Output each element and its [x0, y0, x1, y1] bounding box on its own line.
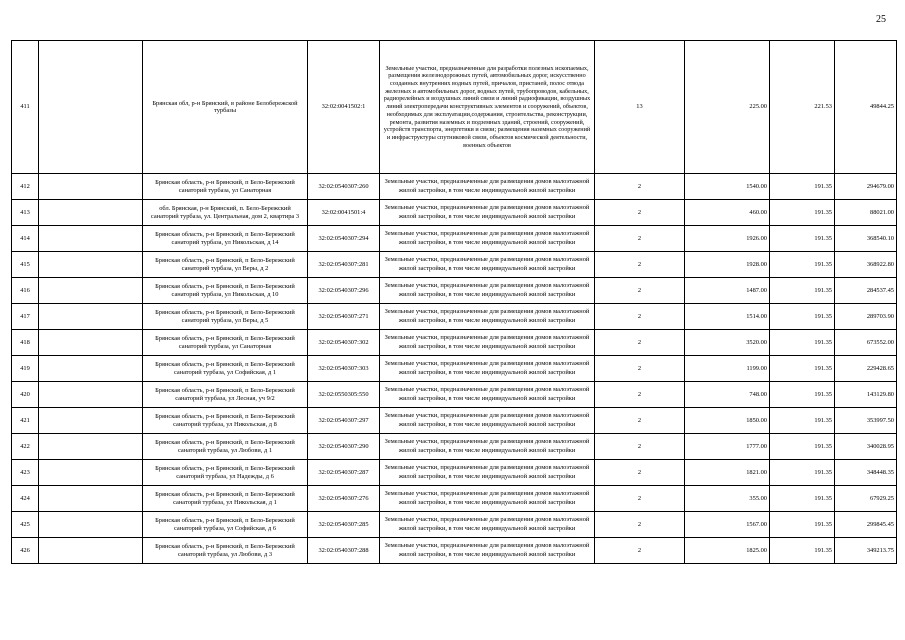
- value-cell: 340028.95: [835, 434, 897, 460]
- rate-cell: 191.35: [770, 486, 835, 512]
- spacer-cell: [39, 538, 143, 564]
- value-cell: 368540.10: [835, 226, 897, 252]
- cadastral-number-cell: 32:02:0550305:550: [308, 382, 380, 408]
- cadastral-number-cell: 32:02:0540307:290: [308, 434, 380, 460]
- address-cell: Брянская область, р-н Брянский, п Бело-Бережский санаторий турбаза, ул Санаторная: [143, 174, 308, 200]
- table-row: [12, 356, 897, 382]
- cadastral-number-cell: 32:02:0540307:271: [308, 304, 380, 330]
- row-number-cell: 411: [12, 41, 39, 174]
- permitted-use-cell: Земельные участки, предназначенные для размещения домов малоэтажной жилой застройки, в том числе индивидуальной жилой застройки: [380, 382, 595, 408]
- row-number-cell: 412: [12, 174, 39, 200]
- permitted-use-cell: Земельные участки, предназначенные для размещения домов малоэтажной жилой застройки, в том числе индивидуальной жилой застройки: [380, 356, 595, 382]
- permitted-use-cell: Земельные участки, предназначенные для разработки полезных ископаемых, размещения железнодорожных путей, автомобильных дорог, искусственно созданных внутренних водных путей, причалов, пристаней, полос отвода железных и автомобильных дорог, водных путей, трубопроводов, кабельных, радиорелейных и воздушных линий связи и линий радиофикации, воздушных линий электропередачи конструктивных элементов и сооружений, объектов, необходимых для эксплуатации,содержания, строительства, реконструкции, ремонта, развития наземных и подземных зданий, строений, сооружений, устройств транспорта, энергетики и связи; размещения наземных сооружений и инфраструктуры спутниковой связи, объектов космической деятельности, военных объектов: [380, 41, 595, 174]
- rate-cell: 191.35: [770, 174, 835, 200]
- rate-cell: 191.35: [770, 226, 835, 252]
- area-cell: 355.00: [685, 486, 770, 512]
- address-cell: Брянская область, р-н Брянский, п Бело-Бережский санаторий турбаза, ул Санаторная: [143, 330, 308, 356]
- cadastral-number-cell: 32:02:0540307:260: [308, 174, 380, 200]
- table-row: [12, 304, 897, 330]
- cadastral-number-cell: 32:02:0540307:288: [308, 538, 380, 564]
- rate-cell: 191.35: [770, 460, 835, 486]
- area-cell: 1821.00: [685, 460, 770, 486]
- spacer-cell: [39, 512, 143, 538]
- address-cell: Брянская область, р-н Брянский, п Бело-Бережский санаторий турбаза, ул Любови, д 1: [143, 434, 308, 460]
- area-cell: 3520.00: [685, 330, 770, 356]
- row-number-cell: 418: [12, 330, 39, 356]
- table-row: [12, 330, 897, 356]
- spacer-cell: [39, 304, 143, 330]
- rate-cell: 221.53: [770, 41, 835, 174]
- address-cell: обл. Брянская, р-н Брянский, п. Бело-Бережский санаторий турбаза, ул. Центральная, дом 2, квартира 3: [143, 200, 308, 226]
- land-register-table: [11, 40, 897, 564]
- permitted-use-cell: Земельные участки, предназначенные для размещения домов малоэтажной жилой застройки, в том числе индивидуальной жилой застройки: [380, 174, 595, 200]
- address-cell: Брянская область, р-н Брянский, п Бело-Бережский санаторий турбаза, ул Никольская, д 14: [143, 226, 308, 252]
- row-number-cell: 417: [12, 304, 39, 330]
- value-cell: 368922.80: [835, 252, 897, 278]
- row-number-cell: 424: [12, 486, 39, 512]
- address-cell: Брянская область, р-н Брянский, п Бело-Бережский санаторий турбаза, ул Софийская, д 6: [143, 512, 308, 538]
- spacer-cell: [39, 408, 143, 434]
- spacer-cell: [39, 278, 143, 304]
- category-cell: 2: [595, 200, 685, 226]
- permitted-use-cell: Земельные участки, предназначенные для размещения домов малоэтажной жилой застройки, в том числе индивидуальной жилой застройки: [380, 434, 595, 460]
- permitted-use-cell: Земельные участки, предназначенные для размещения домов малоэтажной жилой застройки, в том числе индивидуальной жилой застройки: [380, 460, 595, 486]
- value-cell: 349213.75: [835, 538, 897, 564]
- value-cell: 294679.00: [835, 174, 897, 200]
- value-cell: 67929.25: [835, 486, 897, 512]
- address-cell: Брянская область, р-н Брянский, п Бело-Бережский санаторий турбаза, ул Веры, д 5: [143, 304, 308, 330]
- category-cell: 13: [595, 41, 685, 174]
- area-cell: 748.00: [685, 382, 770, 408]
- spacer-cell: [39, 41, 143, 174]
- page-number: 25: [876, 14, 886, 25]
- spacer-cell: [39, 382, 143, 408]
- table-row: [12, 538, 897, 564]
- address-cell: Брянская область, р-н Брянский, п Бело-Бережский санаторий турбаза, ул Любови, д 3: [143, 538, 308, 564]
- spacer-cell: [39, 174, 143, 200]
- table-row: [12, 278, 897, 304]
- area-cell: 1567.00: [685, 512, 770, 538]
- cadastral-number-cell: 32:02:0041501:4: [308, 200, 380, 226]
- permitted-use-cell: Земельные участки, предназначенные для размещения домов малоэтажной жилой застройки, в том числе индивидуальной жилой застройки: [380, 538, 595, 564]
- table-row: [12, 174, 897, 200]
- row-number-cell: 419: [12, 356, 39, 382]
- area-cell: 1777.00: [685, 434, 770, 460]
- value-cell: 49844.25: [835, 41, 897, 174]
- category-cell: 2: [595, 460, 685, 486]
- permitted-use-cell: Земельные участки, предназначенные для размещения домов малоэтажной жилой застройки, в том числе индивидуальной жилой застройки: [380, 486, 595, 512]
- category-cell: 2: [595, 512, 685, 538]
- permitted-use-cell: Земельные участки, предназначенные для размещения домов малоэтажной жилой застройки, в том числе индивидуальной жилой застройки: [380, 330, 595, 356]
- area-cell: 1850.00: [685, 408, 770, 434]
- cadastral-number-cell: 32:02:0540307:287: [308, 460, 380, 486]
- area-cell: 1540.00: [685, 174, 770, 200]
- cadastral-number-cell: 32:02:0540307:303: [308, 356, 380, 382]
- value-cell: 229428.65: [835, 356, 897, 382]
- permitted-use-cell: Земельные участки, предназначенные для размещения домов малоэтажной жилой застройки, в том числе индивидуальной жилой застройки: [380, 252, 595, 278]
- table-row: [12, 434, 897, 460]
- permitted-use-cell: Земельные участки, предназначенные для размещения домов малоэтажной жилой застройки, в том числе индивидуальной жилой застройки: [380, 408, 595, 434]
- spacer-cell: [39, 486, 143, 512]
- table-row: [12, 486, 897, 512]
- permitted-use-cell: Земельные участки, предназначенные для размещения домов малоэтажной жилой застройки, в том числе индивидуальной жилой застройки: [380, 278, 595, 304]
- rate-cell: 191.35: [770, 330, 835, 356]
- spacer-cell: [39, 434, 143, 460]
- address-cell: Брянская область, р-н Брянский, п Бело-Бережский санаторий турбаза, ул Никольская, д 1: [143, 486, 308, 512]
- cadastral-number-cell: 32:02:0540307:281: [308, 252, 380, 278]
- category-cell: 2: [595, 174, 685, 200]
- spacer-cell: [39, 252, 143, 278]
- address-cell: Брянская область, р-н Брянский, п Бело-Бережский санаторий турбаза, ул Софийская, д 1: [143, 356, 308, 382]
- permitted-use-cell: Земельные участки, предназначенные для размещения домов малоэтажной жилой застройки, в том числе индивидуальной жилой застройки: [380, 200, 595, 226]
- table-row: [12, 408, 897, 434]
- row-number-cell: 426: [12, 538, 39, 564]
- value-cell: 284537.45: [835, 278, 897, 304]
- row-number-cell: 415: [12, 252, 39, 278]
- row-number-cell: 423: [12, 460, 39, 486]
- area-cell: 1199.00: [685, 356, 770, 382]
- category-cell: 2: [595, 330, 685, 356]
- cadastral-number-cell: 32:02:0540307:276: [308, 486, 380, 512]
- row-number-cell: 421: [12, 408, 39, 434]
- table-row: [12, 252, 897, 278]
- rate-cell: 191.35: [770, 304, 835, 330]
- area-cell: 1926.00: [685, 226, 770, 252]
- category-cell: 2: [595, 252, 685, 278]
- value-cell: 143129.80: [835, 382, 897, 408]
- area-cell: 225.00: [685, 41, 770, 174]
- category-cell: 2: [595, 278, 685, 304]
- register-body: [12, 41, 897, 564]
- value-cell: 348448.35: [835, 460, 897, 486]
- rate-cell: 191.35: [770, 278, 835, 304]
- rate-cell: 191.35: [770, 434, 835, 460]
- row-number-cell: 425: [12, 512, 39, 538]
- category-cell: 2: [595, 538, 685, 564]
- table-row: [12, 512, 897, 538]
- cadastral-number-cell: 32:02:0041502:1: [308, 41, 380, 174]
- area-cell: 1825.00: [685, 538, 770, 564]
- category-cell: 2: [595, 382, 685, 408]
- category-cell: 2: [595, 304, 685, 330]
- spacer-cell: [39, 226, 143, 252]
- rate-cell: 191.35: [770, 382, 835, 408]
- rate-cell: 191.35: [770, 356, 835, 382]
- spacer-cell: [39, 356, 143, 382]
- address-cell: Брянская обл, р-н Брянский, в районе Белобережской турбазы: [143, 41, 308, 174]
- rate-cell: 191.35: [770, 200, 835, 226]
- cadastral-number-cell: 32:02:0540307:297: [308, 408, 380, 434]
- spacer-cell: [39, 200, 143, 226]
- category-cell: 2: [595, 408, 685, 434]
- row-number-cell: 413: [12, 200, 39, 226]
- category-cell: 2: [595, 434, 685, 460]
- spacer-cell: [39, 330, 143, 356]
- permitted-use-cell: Земельные участки, предназначенные для размещения домов малоэтажной жилой застройки, в том числе индивидуальной жилой застройки: [380, 304, 595, 330]
- table-row: [12, 460, 897, 486]
- row-number-cell: 422: [12, 434, 39, 460]
- area-cell: 1928.00: [685, 252, 770, 278]
- row-number-cell: 414: [12, 226, 39, 252]
- address-cell: Брянская область, р-н Брянский, п Бело-Бережский санаторий турбаза, ул Никольская, д 8: [143, 408, 308, 434]
- value-cell: 88021.00: [835, 200, 897, 226]
- table-row: [12, 41, 897, 174]
- value-cell: 673552.00: [835, 330, 897, 356]
- address-cell: Брянская область, р-н Брянский, п Бело-Бережский санаторий турбаза, ул Никольская, д 10: [143, 278, 308, 304]
- area-cell: 460.00: [685, 200, 770, 226]
- table-row: [12, 382, 897, 408]
- address-cell: Брянская область, р-н Брянский, п Бело-Бережский санаторий турбаза, ул Веры, д 2: [143, 252, 308, 278]
- rate-cell: 191.35: [770, 512, 835, 538]
- rate-cell: 191.35: [770, 538, 835, 564]
- rate-cell: 191.35: [770, 252, 835, 278]
- cadastral-number-cell: 32:02:0540307:285: [308, 512, 380, 538]
- table-row: [12, 226, 897, 252]
- row-number-cell: 420: [12, 382, 39, 408]
- permitted-use-cell: Земельные участки, предназначенные для размещения домов малоэтажной жилой застройки, в том числе индивидуальной жилой застройки: [380, 512, 595, 538]
- permitted-use-cell: Земельные участки, предназначенные для размещения домов малоэтажной жилой застройки, в том числе индивидуальной жилой застройки: [380, 226, 595, 252]
- value-cell: 289703.90: [835, 304, 897, 330]
- value-cell: 353997.50: [835, 408, 897, 434]
- row-number-cell: 416: [12, 278, 39, 304]
- table-row: [12, 200, 897, 226]
- category-cell: 2: [595, 356, 685, 382]
- cadastral-number-cell: 32:02:0540307:302: [308, 330, 380, 356]
- address-cell: Брянская область, р-н Брянский, п Бело-Бережский санаторий турбаза, ул Надежды, д 6: [143, 460, 308, 486]
- category-cell: 2: [595, 486, 685, 512]
- category-cell: 2: [595, 226, 685, 252]
- area-cell: 1514.00: [685, 304, 770, 330]
- cadastral-number-cell: 32:02:0540307:294: [308, 226, 380, 252]
- cadastral-number-cell: 32:02:0540307:296: [308, 278, 380, 304]
- address-cell: Брянская область, р-н Брянский, п Бело-Бережский санаторий турбаза, ул Лесная, уч 9/2: [143, 382, 308, 408]
- spacer-cell: [39, 460, 143, 486]
- rate-cell: 191.35: [770, 408, 835, 434]
- value-cell: 299845.45: [835, 512, 897, 538]
- area-cell: 1487.00: [685, 278, 770, 304]
